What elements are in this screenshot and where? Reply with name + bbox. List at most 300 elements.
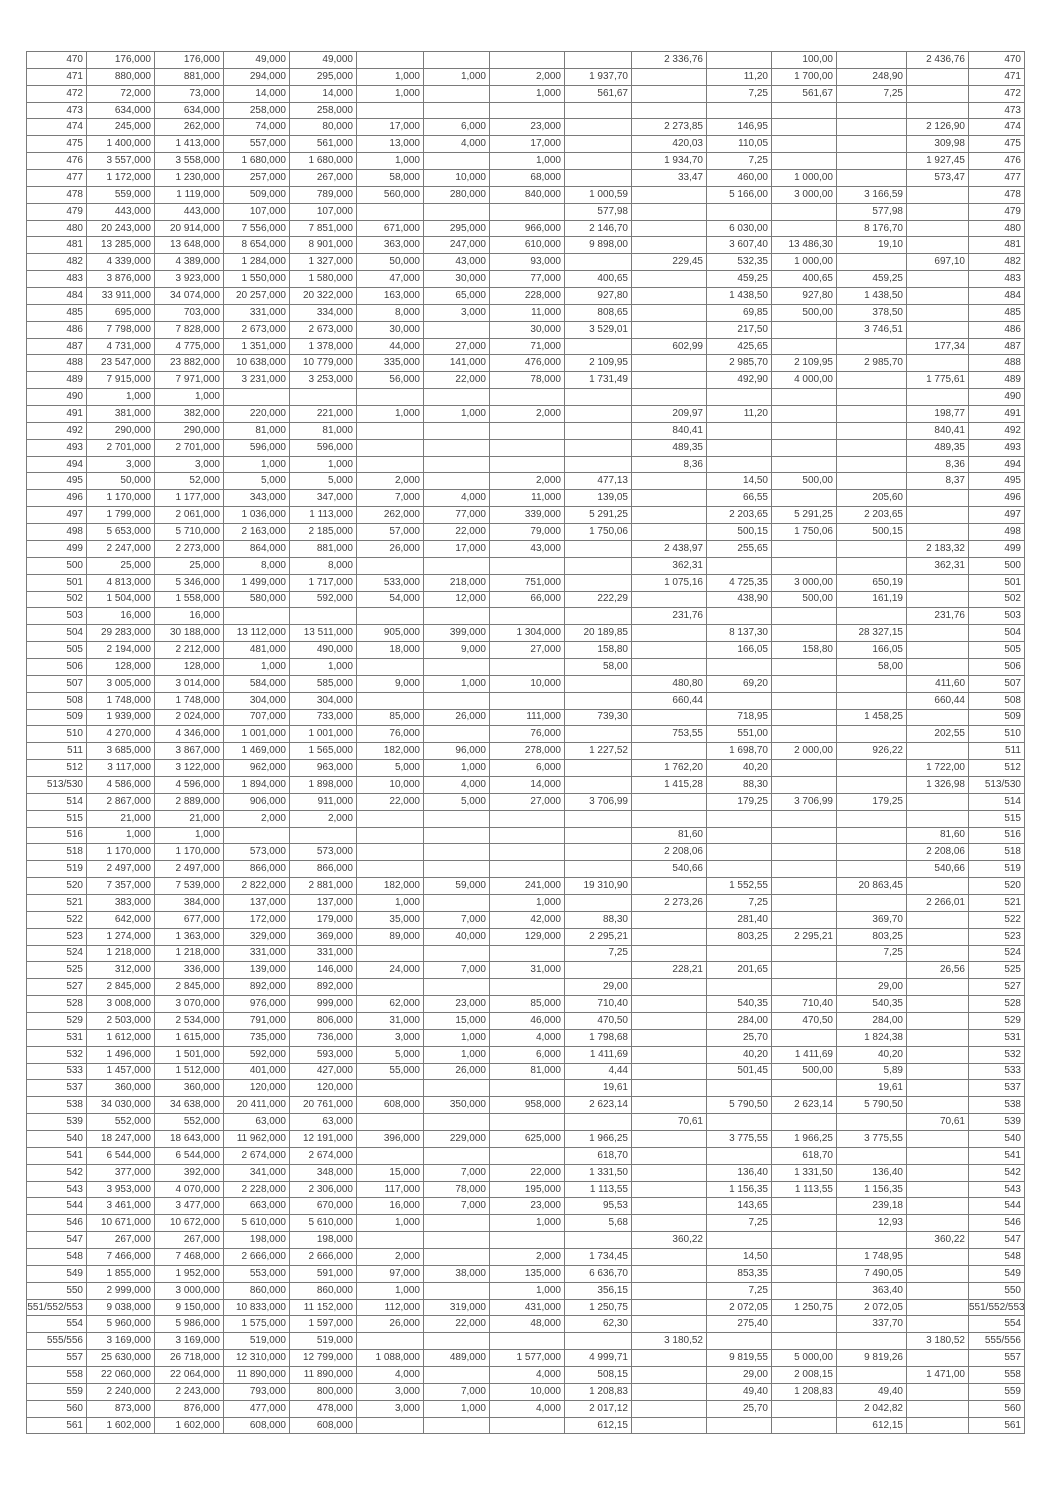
table-cell: 489,35 xyxy=(632,439,707,456)
table-row xyxy=(27,406,1025,423)
table-cell xyxy=(907,996,969,1013)
table-cell: 11,20 xyxy=(707,406,772,423)
table-cell: 739,30 xyxy=(565,709,632,726)
table-cell: 5 710,000 xyxy=(155,524,224,541)
table-cell xyxy=(632,743,707,760)
row-label-text: 543 xyxy=(66,1183,83,1195)
table-cell: 66,000 xyxy=(490,591,565,608)
table-cell xyxy=(632,1265,707,1282)
table-row xyxy=(27,1367,1025,1384)
table-cell xyxy=(490,557,565,574)
table-cell: 1 327,000 xyxy=(290,254,357,271)
table-cell: 596,000 xyxy=(224,439,290,456)
row-label-text: 479 xyxy=(66,205,83,217)
table-cell xyxy=(490,456,565,473)
table-cell xyxy=(490,861,565,878)
row-label-text: 523 xyxy=(66,930,83,942)
table-cell xyxy=(290,608,357,625)
row-label-text: 561 xyxy=(66,1419,83,1431)
table-cell xyxy=(772,1333,837,1350)
table-cell: 49,000 xyxy=(290,52,357,69)
table-cell xyxy=(907,1181,969,1198)
table-cell xyxy=(632,1417,707,1434)
table-cell xyxy=(632,1367,707,1384)
row-label-right: 547 xyxy=(969,1232,1025,1249)
table-cell: 81,000 xyxy=(224,422,290,439)
table-cell: 962,000 xyxy=(224,760,290,777)
table-cell xyxy=(707,203,772,220)
table-cell: 1 750,06 xyxy=(565,524,632,541)
row-label-text: 558 xyxy=(66,1368,83,1380)
table-cell: 2 203,65 xyxy=(837,507,907,524)
table-cell xyxy=(837,608,907,625)
row-label-right: 483 xyxy=(969,271,1025,288)
table-cell xyxy=(772,557,837,574)
row-label-left xyxy=(27,1367,87,1384)
table-row xyxy=(27,1097,1025,1114)
table-cell xyxy=(772,220,837,237)
table-cell: 46,000 xyxy=(490,1012,565,1029)
table-cell: 2,000 xyxy=(224,810,290,827)
table-cell xyxy=(632,1029,707,1046)
table-cell: 478,000 xyxy=(290,1400,357,1417)
table-cell xyxy=(772,422,837,439)
row-label-left xyxy=(27,1383,87,1400)
row-label-text: 522 xyxy=(66,913,83,925)
table-cell: 860,000 xyxy=(290,1282,357,1299)
table-cell xyxy=(837,170,907,187)
table-cell: 1 274,000 xyxy=(87,928,155,945)
table-cell: 69,20 xyxy=(707,675,772,692)
table-row xyxy=(27,1232,1025,1249)
table-cell: 20 189,85 xyxy=(565,625,632,642)
table-row xyxy=(27,675,1025,692)
table-cell: 2,000 xyxy=(357,1249,424,1266)
table-cell xyxy=(707,557,772,574)
table-row xyxy=(27,1181,1025,1198)
row-label-text: 483 xyxy=(66,273,83,285)
table-cell: 392,000 xyxy=(155,1164,224,1181)
table-cell: 257,000 xyxy=(224,170,290,187)
table-cell: 1,000 xyxy=(224,658,290,675)
table-cell xyxy=(565,557,632,574)
table-cell: 129,000 xyxy=(490,928,565,945)
table-cell xyxy=(424,203,490,220)
table-cell: 10 833,000 xyxy=(224,1299,290,1316)
table-cell xyxy=(357,389,424,406)
table-cell xyxy=(632,473,707,490)
table-cell xyxy=(907,709,969,726)
table-cell: 107,000 xyxy=(224,203,290,220)
table-cell: 1 952,000 xyxy=(155,1265,224,1282)
table-cell: 136,40 xyxy=(837,1164,907,1181)
table-cell xyxy=(632,1147,707,1164)
table-cell: 1 577,000 xyxy=(490,1350,565,1367)
table-cell: 217,50 xyxy=(707,321,772,338)
table-cell: 966,000 xyxy=(490,220,565,237)
table-cell xyxy=(632,911,707,928)
table-cell: 18 643,000 xyxy=(155,1131,224,1148)
row-label-left xyxy=(27,237,87,254)
table-cell xyxy=(632,1299,707,1316)
row-label-right: 533 xyxy=(969,1063,1025,1080)
table-cell: 1 218,000 xyxy=(155,945,224,962)
row-label-text: 528 xyxy=(66,998,83,1010)
table-cell: 1 088,000 xyxy=(357,1350,424,1367)
table-cell: 21,000 xyxy=(155,810,224,827)
table-cell xyxy=(357,52,424,69)
table-row xyxy=(27,1131,1025,1148)
table-cell xyxy=(907,1282,969,1299)
table-cell xyxy=(490,203,565,220)
table-cell: 57,000 xyxy=(357,524,424,541)
row-label-right: 476 xyxy=(969,153,1025,170)
table-cell: 1 471,00 xyxy=(907,1367,969,1384)
table-cell xyxy=(772,760,837,777)
row-label-left xyxy=(27,709,87,726)
table-cell xyxy=(424,658,490,675)
table-cell: 634,000 xyxy=(155,102,224,119)
table-cell: 4 586,000 xyxy=(87,776,155,793)
row-label-left xyxy=(27,911,87,928)
table-body xyxy=(27,52,1025,1434)
table-cell: 2 126,90 xyxy=(907,119,969,136)
table-cell xyxy=(632,928,707,945)
table-cell: 5,89 xyxy=(837,1063,907,1080)
table-cell xyxy=(907,1012,969,1029)
row-label-left xyxy=(27,1012,87,1029)
table-cell: 331,000 xyxy=(224,945,290,962)
table-cell: 650,19 xyxy=(837,574,907,591)
table-cell: 3 477,000 xyxy=(155,1198,224,1215)
table-cell xyxy=(632,1383,707,1400)
table-cell: 476,000 xyxy=(490,355,565,372)
table-row xyxy=(27,557,1025,574)
row-label-right: 491 xyxy=(969,406,1025,423)
table-cell: 93,000 xyxy=(490,254,565,271)
row-label-text: 557 xyxy=(66,1352,83,1364)
table-cell xyxy=(632,186,707,203)
row-label-text: 529 xyxy=(66,1014,83,1026)
table-cell: 96,000 xyxy=(424,743,490,760)
table-cell: 2 212,000 xyxy=(155,642,224,659)
table-cell: 866,000 xyxy=(290,861,357,878)
table-cell: 50,000 xyxy=(87,473,155,490)
table-cell xyxy=(632,642,707,659)
table-cell xyxy=(707,1232,772,1249)
table-cell: 1 550,000 xyxy=(224,271,290,288)
row-label-left xyxy=(27,743,87,760)
table-row xyxy=(27,102,1025,119)
table-cell: 1 113,55 xyxy=(772,1181,837,1198)
table-cell: 1 799,000 xyxy=(87,507,155,524)
row-label-left xyxy=(27,1333,87,1350)
row-label-right: 560 xyxy=(969,1400,1025,1417)
table-cell: 1 170,000 xyxy=(87,844,155,861)
table-cell: 1,000 xyxy=(87,827,155,844)
table-cell xyxy=(772,810,837,827)
table-cell: 362,31 xyxy=(907,557,969,574)
table-cell: 74,000 xyxy=(224,119,290,136)
row-label-left xyxy=(27,962,87,979)
table-cell: 660,44 xyxy=(632,692,707,709)
table-cell xyxy=(837,52,907,69)
table-cell: 1 750,06 xyxy=(772,524,837,541)
table-cell: 1 798,68 xyxy=(565,1029,632,1046)
table-cell xyxy=(837,675,907,692)
table-row xyxy=(27,760,1025,777)
table-cell xyxy=(224,608,290,625)
table-cell: 999,000 xyxy=(290,996,357,1013)
row-label-text: 507 xyxy=(66,677,83,689)
table-cell: 350,000 xyxy=(424,1097,490,1114)
table-cell: 295,000 xyxy=(424,220,490,237)
table-cell xyxy=(565,136,632,153)
table-cell xyxy=(907,743,969,760)
table-cell: 1 680,000 xyxy=(224,153,290,170)
table-cell: 100,00 xyxy=(772,52,837,69)
table-cell: 1 762,20 xyxy=(632,760,707,777)
row-label-right: 525 xyxy=(969,962,1025,979)
table-cell: 112,000 xyxy=(357,1299,424,1316)
row-label-text: 492 xyxy=(66,424,83,436)
row-label-right: 548 xyxy=(969,1249,1025,1266)
table-cell: 63,000 xyxy=(290,1114,357,1131)
table-cell: 13 511,000 xyxy=(290,625,357,642)
table-cell: 1 558,000 xyxy=(155,591,224,608)
row-label-text: 500 xyxy=(66,559,83,571)
table-cell: 1 499,000 xyxy=(224,574,290,591)
table-cell: 10,000 xyxy=(357,776,424,793)
table-cell: 23,000 xyxy=(490,119,565,136)
table-cell: 3 685,000 xyxy=(87,743,155,760)
table-cell xyxy=(565,692,632,709)
row-label-left xyxy=(27,136,87,153)
table-cell: 1,000 xyxy=(357,85,424,102)
table-cell: 2 673,000 xyxy=(290,321,357,338)
table-cell xyxy=(907,642,969,659)
row-label-left xyxy=(27,1046,87,1063)
table-cell: 26,56 xyxy=(907,962,969,979)
table-cell: 477,13 xyxy=(565,473,632,490)
table-cell: 3 775,55 xyxy=(707,1131,772,1148)
table-cell: 1 170,000 xyxy=(87,490,155,507)
table-cell xyxy=(772,625,837,642)
table-cell xyxy=(772,439,837,456)
row-label-right: 488 xyxy=(969,355,1025,372)
table-cell: 146,000 xyxy=(290,962,357,979)
table-cell: 76,000 xyxy=(490,726,565,743)
row-label-left xyxy=(27,1181,87,1198)
table-cell xyxy=(707,608,772,625)
table-cell: 6 544,000 xyxy=(87,1147,155,1164)
table-cell: 35,000 xyxy=(357,911,424,928)
table-row xyxy=(27,1198,1025,1215)
table-cell: 334,000 xyxy=(290,304,357,321)
table-cell xyxy=(632,355,707,372)
table-cell xyxy=(632,709,707,726)
table-cell: 7,000 xyxy=(424,1198,490,1215)
table-cell: 735,000 xyxy=(224,1029,290,1046)
table-cell xyxy=(632,1350,707,1367)
row-label-left xyxy=(27,928,87,945)
table-cell: 559,000 xyxy=(87,186,155,203)
table-cell: 143,65 xyxy=(707,1198,772,1215)
table-cell xyxy=(565,962,632,979)
table-cell: 4 731,000 xyxy=(87,338,155,355)
table-cell xyxy=(490,52,565,69)
table-cell: 139,000 xyxy=(224,962,290,979)
table-row xyxy=(27,1114,1025,1131)
table-cell: 5 610,000 xyxy=(290,1215,357,1232)
table-cell: 618,70 xyxy=(772,1147,837,1164)
table-cell: 1,000 xyxy=(424,1400,490,1417)
table-cell xyxy=(632,1181,707,1198)
table-cell: 172,000 xyxy=(224,911,290,928)
table-cell xyxy=(290,827,357,844)
table-cell: 1 698,70 xyxy=(707,743,772,760)
row-label-text: 470 xyxy=(66,53,83,65)
table-cell xyxy=(907,1350,969,1367)
table-cell: 1,000 xyxy=(357,406,424,423)
table-cell: 331,000 xyxy=(290,945,357,962)
row-label-left xyxy=(27,1080,87,1097)
table-cell: 573,000 xyxy=(290,844,357,861)
table-cell xyxy=(837,861,907,878)
table-cell xyxy=(632,1400,707,1417)
table-cell: 736,000 xyxy=(290,1029,357,1046)
row-label-right: 471 xyxy=(969,68,1025,85)
table-cell: 26 718,000 xyxy=(155,1350,224,1367)
row-label-right: 487 xyxy=(969,338,1025,355)
table-cell: 158,80 xyxy=(772,642,837,659)
table-cell: 177,34 xyxy=(907,338,969,355)
table-cell xyxy=(837,338,907,355)
table-cell xyxy=(632,878,707,895)
table-cell xyxy=(424,894,490,911)
table-cell: 808,65 xyxy=(565,304,632,321)
row-label-right: 513/530 xyxy=(969,776,1025,793)
table-cell: 1,000 xyxy=(490,153,565,170)
row-label-left xyxy=(27,844,87,861)
row-label-left xyxy=(27,490,87,507)
table-cell: 2 008,15 xyxy=(772,1367,837,1384)
table-cell: 1 937,70 xyxy=(565,68,632,85)
table-cell: 25,70 xyxy=(707,1029,772,1046)
table-cell xyxy=(837,372,907,389)
table-row xyxy=(27,591,1025,608)
table-cell: 1 612,000 xyxy=(87,1029,155,1046)
table-row xyxy=(27,844,1025,861)
table-cell: 29,00 xyxy=(707,1367,772,1384)
table-cell xyxy=(907,237,969,254)
table-cell: 608,000 xyxy=(357,1097,424,1114)
row-label-left xyxy=(27,507,87,524)
table-cell xyxy=(357,1080,424,1097)
table-cell: 49,40 xyxy=(837,1383,907,1400)
table-cell xyxy=(565,861,632,878)
table-cell xyxy=(707,1114,772,1131)
table-cell: 552,000 xyxy=(87,1114,155,1131)
row-label-right: 507 xyxy=(969,675,1025,692)
table-cell: 400,65 xyxy=(565,271,632,288)
row-label-left xyxy=(27,658,87,675)
table-cell: 2 295,21 xyxy=(565,928,632,945)
table-cell: 11,000 xyxy=(490,304,565,321)
table-cell: 7,000 xyxy=(424,911,490,928)
table-cell xyxy=(772,1029,837,1046)
table-cell xyxy=(907,878,969,895)
table-cell xyxy=(707,422,772,439)
row-label-text: 537 xyxy=(66,1082,83,1094)
row-label-left xyxy=(27,608,87,625)
row-label-text: 497 xyxy=(66,509,83,521)
table-cell xyxy=(837,136,907,153)
table-cell: 4 339,000 xyxy=(87,254,155,271)
table-cell: 927,80 xyxy=(565,288,632,305)
table-cell xyxy=(357,422,424,439)
row-label-text: 516 xyxy=(66,829,83,841)
table-cell: 22 060,000 xyxy=(87,1367,155,1384)
table-cell: 319,000 xyxy=(424,1299,490,1316)
table-cell xyxy=(837,1232,907,1249)
row-label-left xyxy=(27,456,87,473)
table-cell: 584,000 xyxy=(224,675,290,692)
table-cell xyxy=(424,861,490,878)
table-cell: 5,000 xyxy=(290,473,357,490)
table-cell: 501,45 xyxy=(707,1063,772,1080)
table-cell xyxy=(907,1198,969,1215)
row-label-text: 533 xyxy=(66,1065,83,1077)
table-cell: 139,05 xyxy=(565,490,632,507)
row-label-text: 514 xyxy=(66,795,83,807)
table-cell: 13 285,000 xyxy=(87,237,155,254)
table-cell: 3 169,000 xyxy=(155,1333,224,1350)
table-cell: 532,35 xyxy=(707,254,772,271)
table-cell: 77,000 xyxy=(424,507,490,524)
table-cell: 2 985,70 xyxy=(707,355,772,372)
data-table xyxy=(26,51,1025,1434)
table-cell: 710,40 xyxy=(565,996,632,1013)
table-cell xyxy=(357,557,424,574)
table-cell: 22,000 xyxy=(424,372,490,389)
row-label-text: 481 xyxy=(66,239,83,251)
table-cell: 294,000 xyxy=(224,68,290,85)
table-cell: 137,000 xyxy=(290,894,357,911)
table-cell xyxy=(772,153,837,170)
table-cell: 58,00 xyxy=(565,658,632,675)
table-cell: 3,000 xyxy=(357,1029,424,1046)
table-row xyxy=(27,827,1025,844)
row-label-text: 498 xyxy=(66,525,83,537)
table-cell: 1 855,000 xyxy=(87,1265,155,1282)
table-cell xyxy=(424,456,490,473)
table-cell xyxy=(632,203,707,220)
row-label-right: 504 xyxy=(969,625,1025,642)
row-label-left xyxy=(27,439,87,456)
table-cell xyxy=(424,153,490,170)
table-cell: 1,000 xyxy=(424,68,490,85)
table-cell: 2 666,000 xyxy=(290,1249,357,1266)
table-cell: 1 438,50 xyxy=(707,288,772,305)
table-cell: 2,000 xyxy=(490,68,565,85)
table-cell: 117,000 xyxy=(357,1181,424,1198)
table-row xyxy=(27,304,1025,321)
table-cell: 363,000 xyxy=(357,237,424,254)
row-label-left xyxy=(27,810,87,827)
table-cell xyxy=(632,68,707,85)
table-cell: 2 623,14 xyxy=(772,1097,837,1114)
